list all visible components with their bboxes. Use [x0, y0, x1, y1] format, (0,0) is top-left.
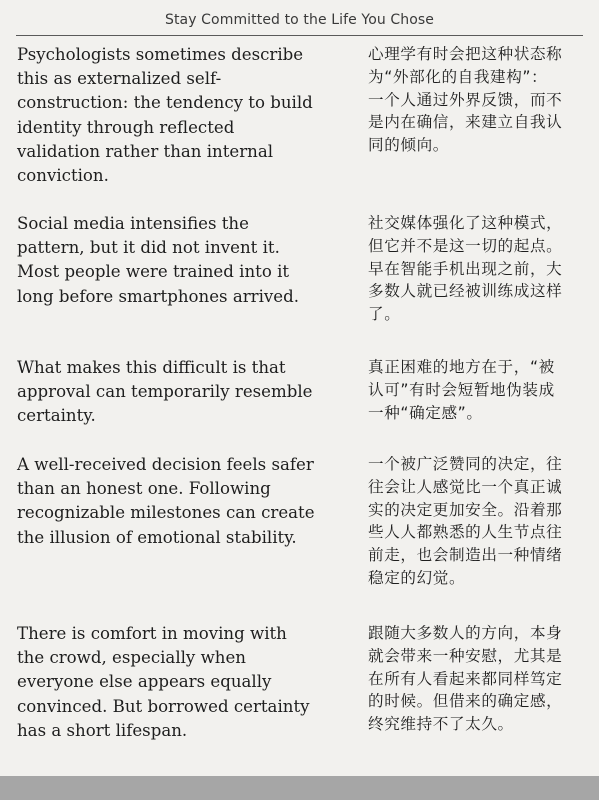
- chinese-text: 真正困难的地方在于，“被 认可”有时会短暂地伪装成 一种“确定感”。: [368, 358, 555, 422]
- bottom-bar: [0, 776, 599, 800]
- english-text: What makes this difficult is that approval can temporarily resemble certainty.: [17, 358, 313, 426]
- chinese-text: 一个被广泛赞同的决定，往 往会让人感觉比一个真正诚 实的决定更加安全。沿着那 些人人都熟悉的人生节点往 前走，也会制造出一种情绪 稳定的幻觉。: [368, 455, 563, 587]
- english-text: Social media intensifies the pattern, but it did not invent it. Most people were trained into it long before smartphones arrived.: [17, 214, 299, 306]
- english-text: A well-received decision feels safer than an honest one. Following recognizable milestones can create the illusion of emotional stability.: [17, 455, 315, 547]
- chinese-text: 跟随大多数人的方向，本身 就会带来一种安慰，尤其是 在所有人看起来都同样笃定 的时候。但借来的确定感， 终究维持不了太久。: [368, 624, 563, 734]
- chinese-text: 心理学有时会把这种状态称 为“外部化的自我建构”： 一个人通过外界反馈，而不 是内在确信，来建立自我认 同的倾向。: [368, 45, 563, 155]
- english-text: Psychologists sometimes describe this as externalized self- construction: the tendency to build identity through reflected validation rather than internal conviction.: [17, 45, 313, 186]
- header-divider: [16, 35, 583, 36]
- english-text: There is comfort in moving with the crowd, especially when everyone else appears equally convinced. But borrowed certainty has a short lifespan.: [17, 624, 310, 740]
- chinese-text: 社交媒体强化了这种模式， 但它并不是这一切的起点。 早在智能手机出现之前，大 多数人就已经被训练成这样 了。: [368, 214, 563, 324]
- page-title: Stay Committed to the Life You Chose: [164, 12, 435, 28]
- page-header: [0, 0, 599, 36]
